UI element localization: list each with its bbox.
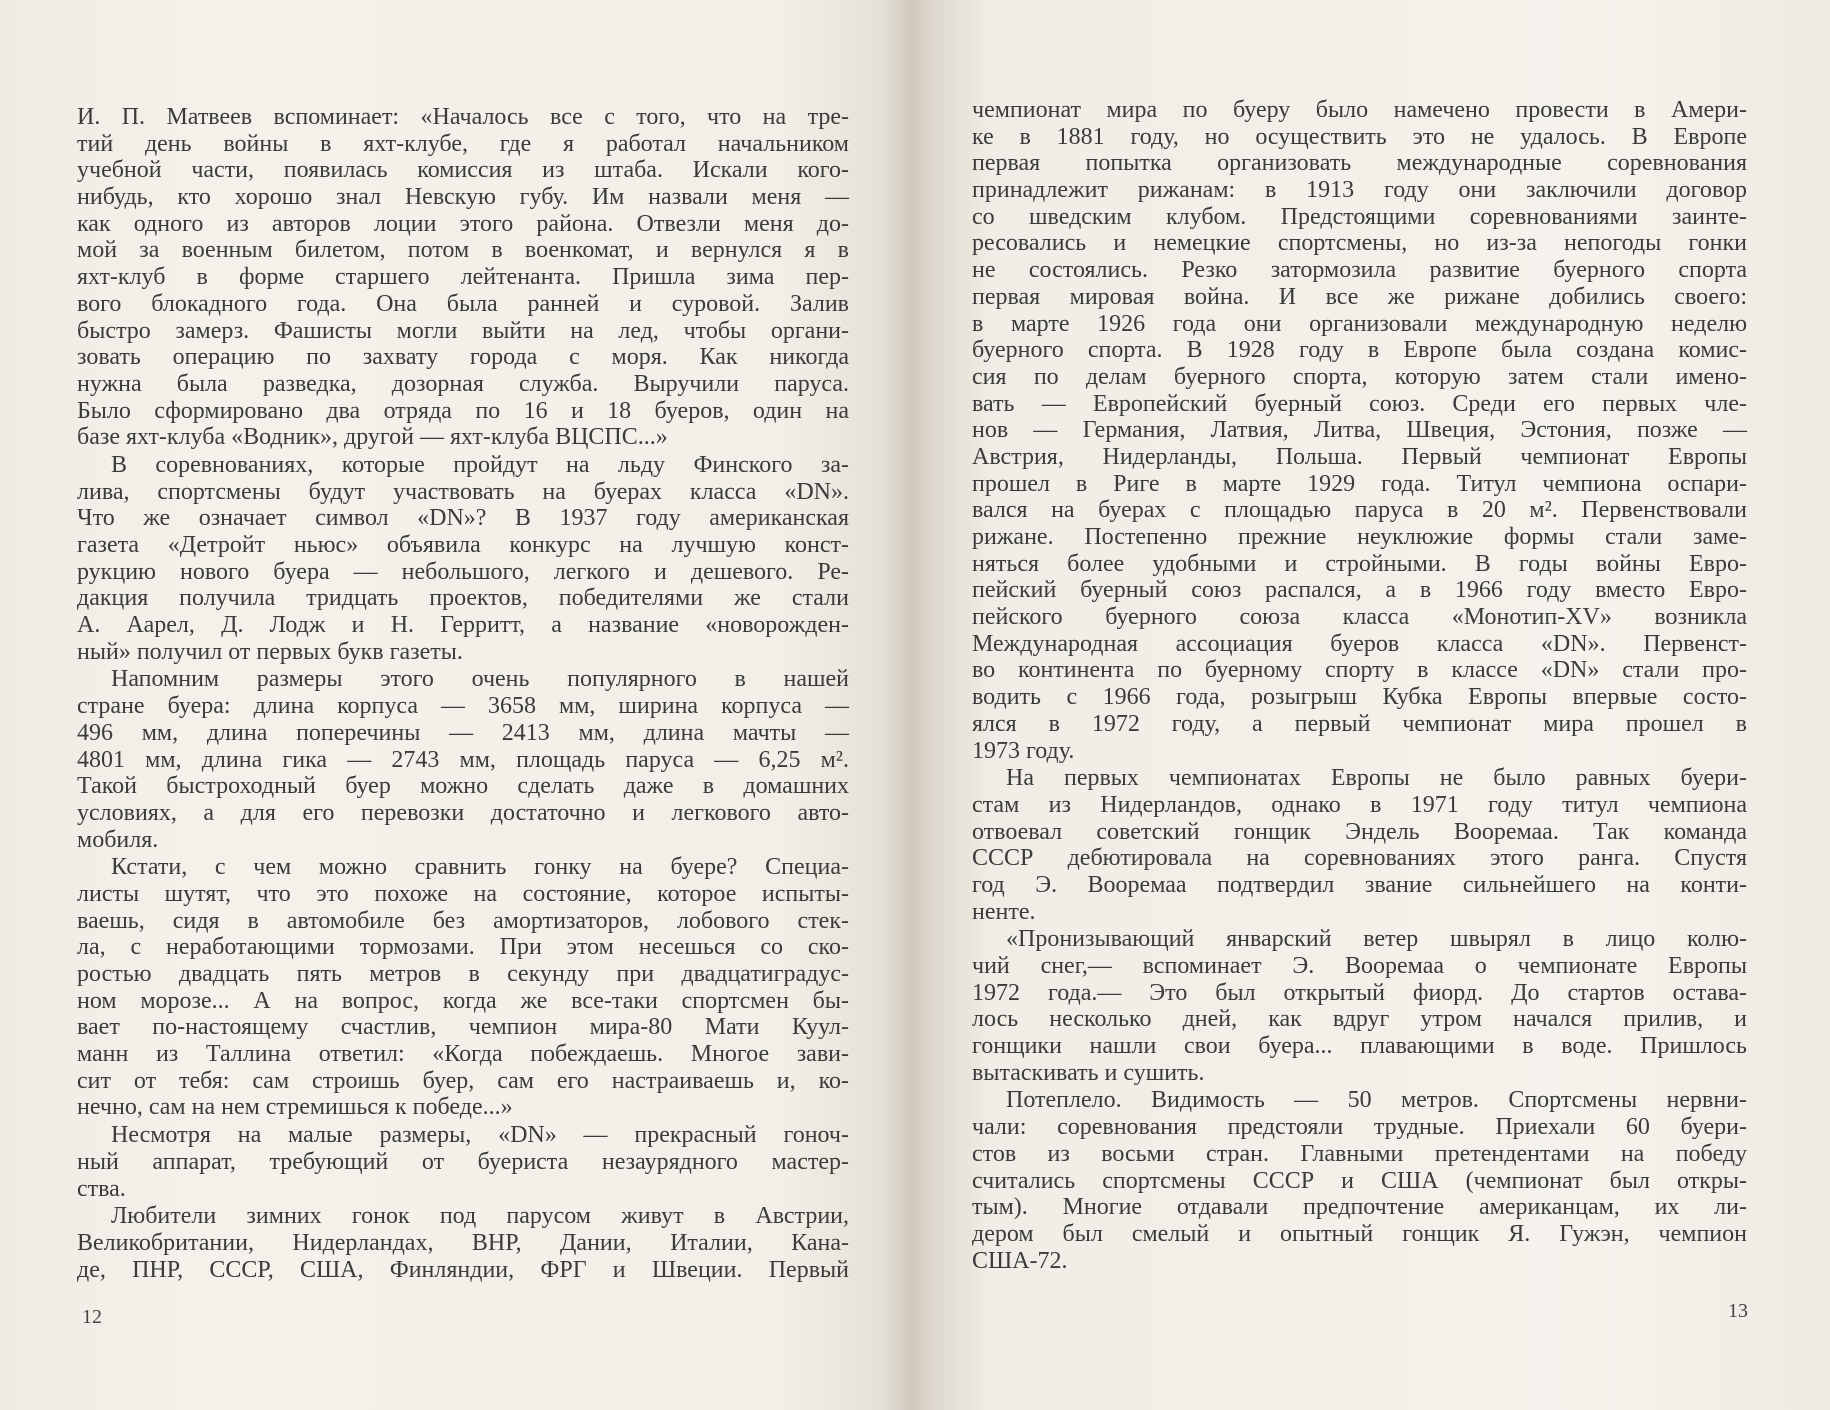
text-line: ненте.	[972, 898, 1036, 925]
text-line: ке в 1881 году, но осуществить это не удалось. В Европе	[972, 123, 1747, 150]
text-line: первая попытка организовать международные соревнования	[972, 150, 1747, 177]
text-line: считались спортсмены СССР и США (чемпионат был откры-	[972, 1167, 1747, 1194]
text-line: Что же означает символ «DN»? В 1937 году американская	[77, 505, 849, 532]
paragraph	[77, 1122, 849, 1202]
text-line: сия по делам буерного спорта, которую затем стали имено-	[972, 363, 1747, 390]
text-line: ваешь, сидя в автомобиле без амортизаторов, лобового стек-	[77, 907, 849, 934]
text-line: СССР дебютировала на соревнованиях этого ранга. Спустя	[972, 845, 1747, 872]
text-line: мобиля.	[77, 826, 159, 853]
text-line: ный» получил от первых букв газеты.	[77, 638, 463, 665]
text-line: Несмотря на малые размеры, «DN» — прекрасный гоноч-	[111, 1122, 849, 1149]
page-number-right: 13	[1728, 1300, 1748, 1322]
text-line: ла, с неработающими тормозами. При этом несешься со ско-	[77, 934, 849, 961]
text-line: вать — Европейский буерный союз. Среди его первых чле-	[972, 390, 1747, 417]
text-line: вает по-настоящему счастлив, чемпион мира-80 Мати Куул-	[77, 1014, 849, 1041]
text-line: чемпионат мира по буеру было намечено провести в Амери-	[972, 97, 1747, 123]
text-line: стов из восьми стран. Главными претендентами на победу	[972, 1140, 1747, 1167]
text-line: Австрия, Нидерланды, Польша. Первый чемпионат Европы	[972, 443, 1747, 470]
text-line: рижане. Постепенно прежние неуклюжие формы стали заме-	[972, 524, 1747, 550]
text-line: в марте 1926 года они организовали международную неделю	[972, 310, 1747, 337]
text-line: 496 мм, длина поперечины — 2413 мм, длина мачты —	[77, 719, 849, 746]
text-line: ства.	[77, 1175, 126, 1202]
text-line: Кстати, с чем можно сравнить гонку на буере? Специа-	[111, 854, 849, 881]
text-line: пейского буерного союза класса «Монотип-XV» возникла	[972, 604, 1747, 631]
text-line: нечно, сам на нем стремишься к победе...»	[77, 1094, 513, 1121]
text-line: «Пронизывающий январский ветер швырял в лицо колю-	[1006, 926, 1747, 953]
text-line: нибудь, кто хорошо знал Невскую губу. Им назвали меня —	[77, 184, 849, 211]
text-line: тым). Многие отдавали предпочтение американцам, их ли-	[972, 1194, 1747, 1221]
text-line: первая мировая война. И все же рижане добились своего:	[972, 283, 1747, 310]
text-line: ный аппарат, требующий от буериста незаурядного мастер-	[77, 1148, 849, 1175]
text-line: лива, спортсмены будут участвовать на буерах класса «DN».	[77, 478, 849, 505]
text-line: листы шутят, что это похоже на состояние, которое испыты-	[77, 880, 849, 907]
text-line: принадлежит рижанам: в 1913 году они заключили договор	[972, 177, 1747, 204]
text-line: няться более удобными и стройными. В годы войны Евро-	[972, 550, 1747, 577]
text-line: манн из Таллина ответил: «Когда побеждаешь. Многое зави-	[77, 1041, 849, 1068]
paragraph	[972, 765, 1747, 925]
text-line: чали: соревнования предстояли трудные. Приехали 60 буери-	[972, 1114, 1747, 1141]
paragraph	[77, 452, 849, 666]
text-line: Было сформировано два отряда по 16 и 18 буеров, один на	[77, 397, 849, 424]
text-line: прошел в Риге в марте 1929 года. Титул чемпиона оспари-	[972, 470, 1747, 497]
text-line: де, ПНР, СССР, США, Финляндии, ФРГ и Швеции. Первый	[77, 1256, 849, 1283]
text-line: Великобритании, Нидерландах, ВНР, Дании, Италии, Кана-	[77, 1229, 849, 1256]
paragraph	[77, 104, 849, 451]
paragraph	[972, 926, 1747, 1086]
text-line: И. П. Матвеев вспоминает: «Началось все с того, что на тре-	[77, 104, 849, 130]
text-line: быстро замерз. Фашисты могли выйти на лед, чтобы органи-	[77, 317, 849, 344]
text-line: гонщики нашли свои буера... плавающими в воде. Пришлось	[972, 1033, 1747, 1060]
paragraph	[77, 1203, 849, 1283]
text-line: лось несколько дней, как вдруг утром начался прилив, и	[972, 1006, 1747, 1033]
text-line: ресовались и немецкие спортсмены, но из-за непогоды гонки	[972, 230, 1747, 257]
text-line: условиях, а для его перевозки достаточно и легкового авто-	[77, 799, 849, 826]
text-line: рукцию нового буера — небольшого, легкого и дешевого. Ре-	[77, 558, 849, 585]
text-line: ростью двадцать пять метров в секунду при двадцатиградус-	[77, 961, 849, 987]
text-line: сит от тебя: сам строишь буер, сам его настраиваешь и, ко-	[77, 1067, 849, 1094]
text-line: ном морозе... А на вопрос, когда же все-таки спортсмен бы-	[77, 987, 849, 1014]
text-line: пейский буерный союз распался, а в 1966 году вместо Евро-	[972, 577, 1747, 604]
text-line: со шведским клубом. Предстоящими соревнованиями заинте-	[972, 203, 1747, 230]
text-line: как одного из авторов лоции этого района. Отвезли меня до-	[77, 210, 849, 237]
text-line: стране буера: длина корпуса — 3658 мм, ширина корпуса —	[77, 693, 849, 720]
text-line: Такой быстроходный буер можно сделать даже в домашних	[77, 773, 849, 800]
left-page-text	[77, 104, 849, 1283]
text-line: буерного спорта. В 1928 году в Европе была создана комис-	[972, 337, 1747, 364]
text-line: водить с 1966 года, розыгрыш Кубка Европы впервые состо-	[972, 684, 1747, 711]
text-line: отвоевал советский гонщик Эндель Вооремаа. Так команда	[972, 818, 1747, 845]
page-number-left: 12	[82, 1306, 102, 1328]
text-line: во континента по буерному спорту в классе «DN» стали про-	[972, 657, 1747, 684]
text-line: нужна была разведка, дозорная служба. Выручили паруса.	[77, 370, 849, 397]
text-line: чий снег,— вспоминает Э. Вооремаа о чемпионате Европы	[972, 953, 1747, 979]
text-line: 1973 году.	[972, 737, 1075, 764]
text-line: А. Аарел, Д. Лодж и Н. Герритт, а название «новорожден-	[77, 612, 849, 639]
paragraph	[972, 97, 1747, 764]
text-line: дакция получила тридцать проектов, победителями же стали	[77, 585, 849, 612]
text-line: газета «Детройт ньюс» объявила конкурс на лучшую конст-	[77, 532, 849, 558]
text-line: В соревнованиях, которые пройдут на льду Финского за-	[111, 451, 849, 478]
text-line: ялся в 1972 году, а первый чемпионат мира прошел в	[972, 710, 1747, 737]
text-line: На первых чемпионатах Европы не было равных буери-	[1006, 765, 1747, 792]
paragraph	[972, 1087, 1747, 1274]
text-line: США-72.	[972, 1247, 1068, 1274]
paragraph	[77, 666, 849, 853]
text-line: стам из Нидерландов, однако в 1971 году титул чемпиона	[972, 791, 1747, 818]
text-line: базе яхт-клуба «Водник», другой — яхт-клуба ВЦСПС...»	[77, 424, 668, 451]
text-line: вался на буерах с площадью паруса в 20 м². Первенствовали	[972, 497, 1747, 524]
text-line: Международная ассоциация буеров класса «DN». Первенст-	[972, 630, 1747, 657]
text-line: Напомним размеры этого очень популярного в нашей	[111, 666, 849, 693]
text-line: яхт-клуб в форме старшего лейтенанта. Пришла зима пер-	[77, 264, 849, 291]
text-line: 1972 года.— Это был открытый фиорд. До стартов остава-	[972, 979, 1747, 1006]
text-line: 4801 мм, длина гика — 2743 мм, площадь паруса — 6,25 м².	[77, 746, 849, 773]
right-page-text	[972, 97, 1747, 1274]
text-line: вытаскивать и сушить.	[972, 1059, 1205, 1086]
text-line: учебной части, появилась комиссия из штаба. Искали кого-	[77, 157, 849, 184]
text-line: год Э. Вооремаа подтвердил звание сильнейшего на конти-	[972, 871, 1747, 898]
text-line: вого блокадного года. Она была ранней и суровой. Залив	[77, 290, 849, 317]
text-line: Потеплело. Видимость — 50 метров. Спортсмены нервни-	[1006, 1087, 1747, 1114]
text-line: мой за военным билетом, потом в военкомат, и вернулся я в	[77, 237, 849, 264]
text-line: не состоялись. Резко затормозила развитие буерного спорта	[972, 257, 1747, 284]
text-line: дером был смелый и опытный гонщик Я. Гужэн, чемпион	[972, 1220, 1747, 1247]
text-line: тий день войны в яхт-клубе, где я работал начальником	[77, 130, 849, 157]
text-line: нов — Германия, Латвия, Литва, Швеция, Эстония, позже —	[972, 417, 1747, 444]
text-line: зовать операцию по захвату города с моря. Как никогда	[77, 344, 849, 371]
text-line: Любители зимних гонок под парусом живут в Австрии,	[111, 1203, 849, 1230]
paragraph	[77, 854, 849, 1121]
